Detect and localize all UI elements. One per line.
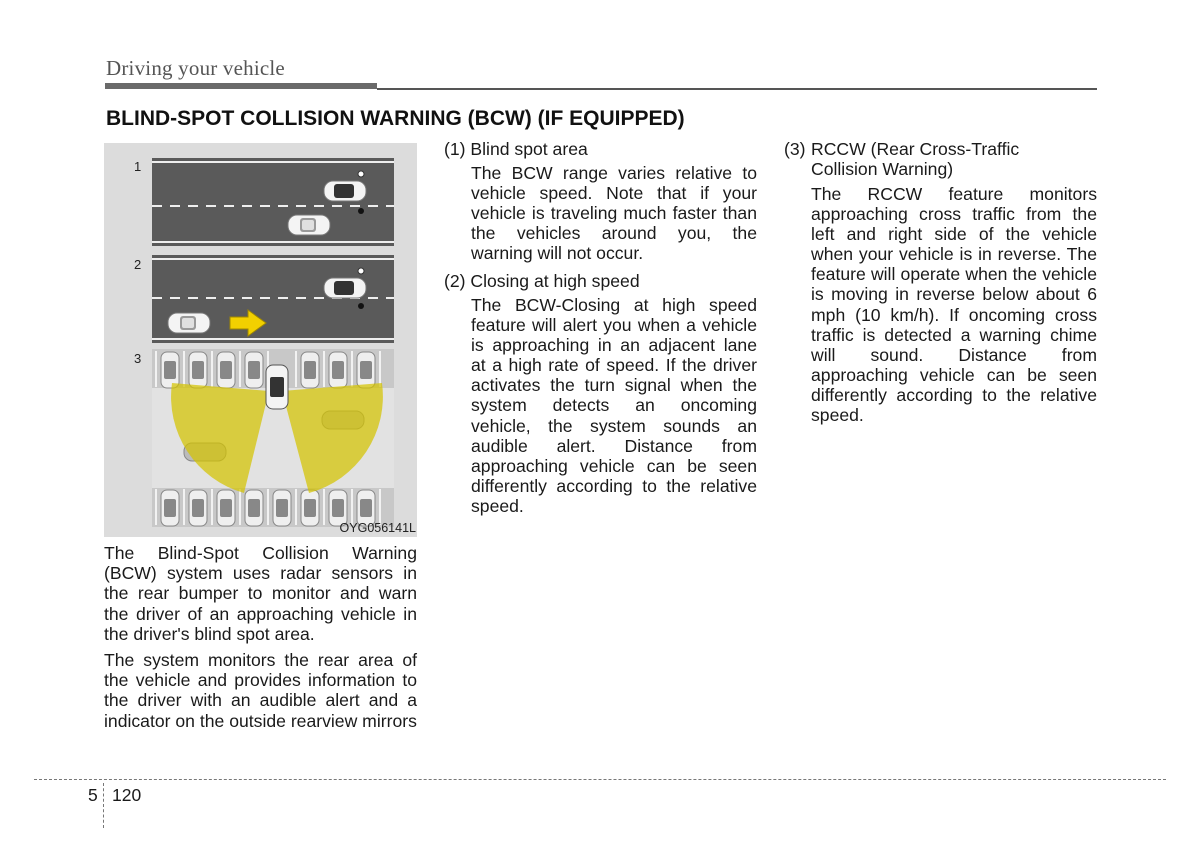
road-1 bbox=[152, 158, 394, 246]
section-title: Driving your vehicle bbox=[106, 56, 285, 80]
panel-label-3: 3 bbox=[134, 351, 142, 366]
footer-rule bbox=[34, 779, 1166, 780]
panel-label-2: 2 bbox=[134, 257, 142, 272]
item-body: The RCCW feature monitors approaching cross traffic from the left and right side of the vehicle when your vehicle is in reverse. The feature will operate when the vehicle is moving in reverse below about 6 mph (10 km/h). If oncoming cross traffic is detected a warning chime will sound. Distance from approaching vehicle can be seen differently according to the relative speed. bbox=[811, 184, 1097, 426]
item-blind-spot bbox=[444, 139, 757, 263]
intro-paragraph-1: The Blind-Spot Collision Warning (BCW) system uses radar sensors in the rear bumper to monitor and warn the driver of an approaching vehicle in the driver's blind spot area. bbox=[104, 543, 417, 644]
item-title: Blind spot area bbox=[470, 139, 588, 159]
figure-code: OYG056141L bbox=[339, 521, 416, 535]
chapter-number: 5 bbox=[88, 785, 98, 805]
item-number: (3) bbox=[784, 139, 806, 159]
intro-paragraph-2: The system monitors the rear area of the vehicle and provides information to the driver with an audible alert and a indicator on the outside rearview mirrors bbox=[104, 650, 417, 731]
bcw-diagram bbox=[104, 143, 417, 537]
header-rule-thick bbox=[105, 83, 377, 89]
header-rule-thin bbox=[377, 88, 1097, 90]
item-body: The BCW range varies relative to vehicle speed. Note that if your vehicle is traveling much faster than the vehicles around you, the warning will not occur. bbox=[471, 163, 757, 264]
item-number: (2) bbox=[444, 271, 466, 291]
footer-divider bbox=[103, 783, 104, 828]
item-closing-speed bbox=[444, 271, 757, 516]
item-title: RCCW (Rear Cross-Traffic Collision Warning) bbox=[811, 139, 1020, 179]
item-title: Closing at high speed bbox=[470, 271, 640, 291]
item-rccw bbox=[784, 139, 1097, 425]
panel-label-1: 1 bbox=[134, 159, 142, 174]
page-heading: BLIND-SPOT COLLISION WARNING (BCW) (IF EQUIPPED) bbox=[106, 107, 685, 130]
item-number: (1) bbox=[444, 139, 466, 159]
page-number: 120 bbox=[112, 785, 142, 805]
item-body: The BCW-Closing at high speed feature will alert you when a vehicle is approaching in an adjacent lane at a high rate of speed. If the driver activates the turn signal when the system detects an oncoming vehicle, the system sounds an audible alert. Distance from approaching vehicle can be seen differently according to the relative speed. bbox=[471, 295, 757, 516]
bcw-illustration bbox=[104, 143, 417, 537]
